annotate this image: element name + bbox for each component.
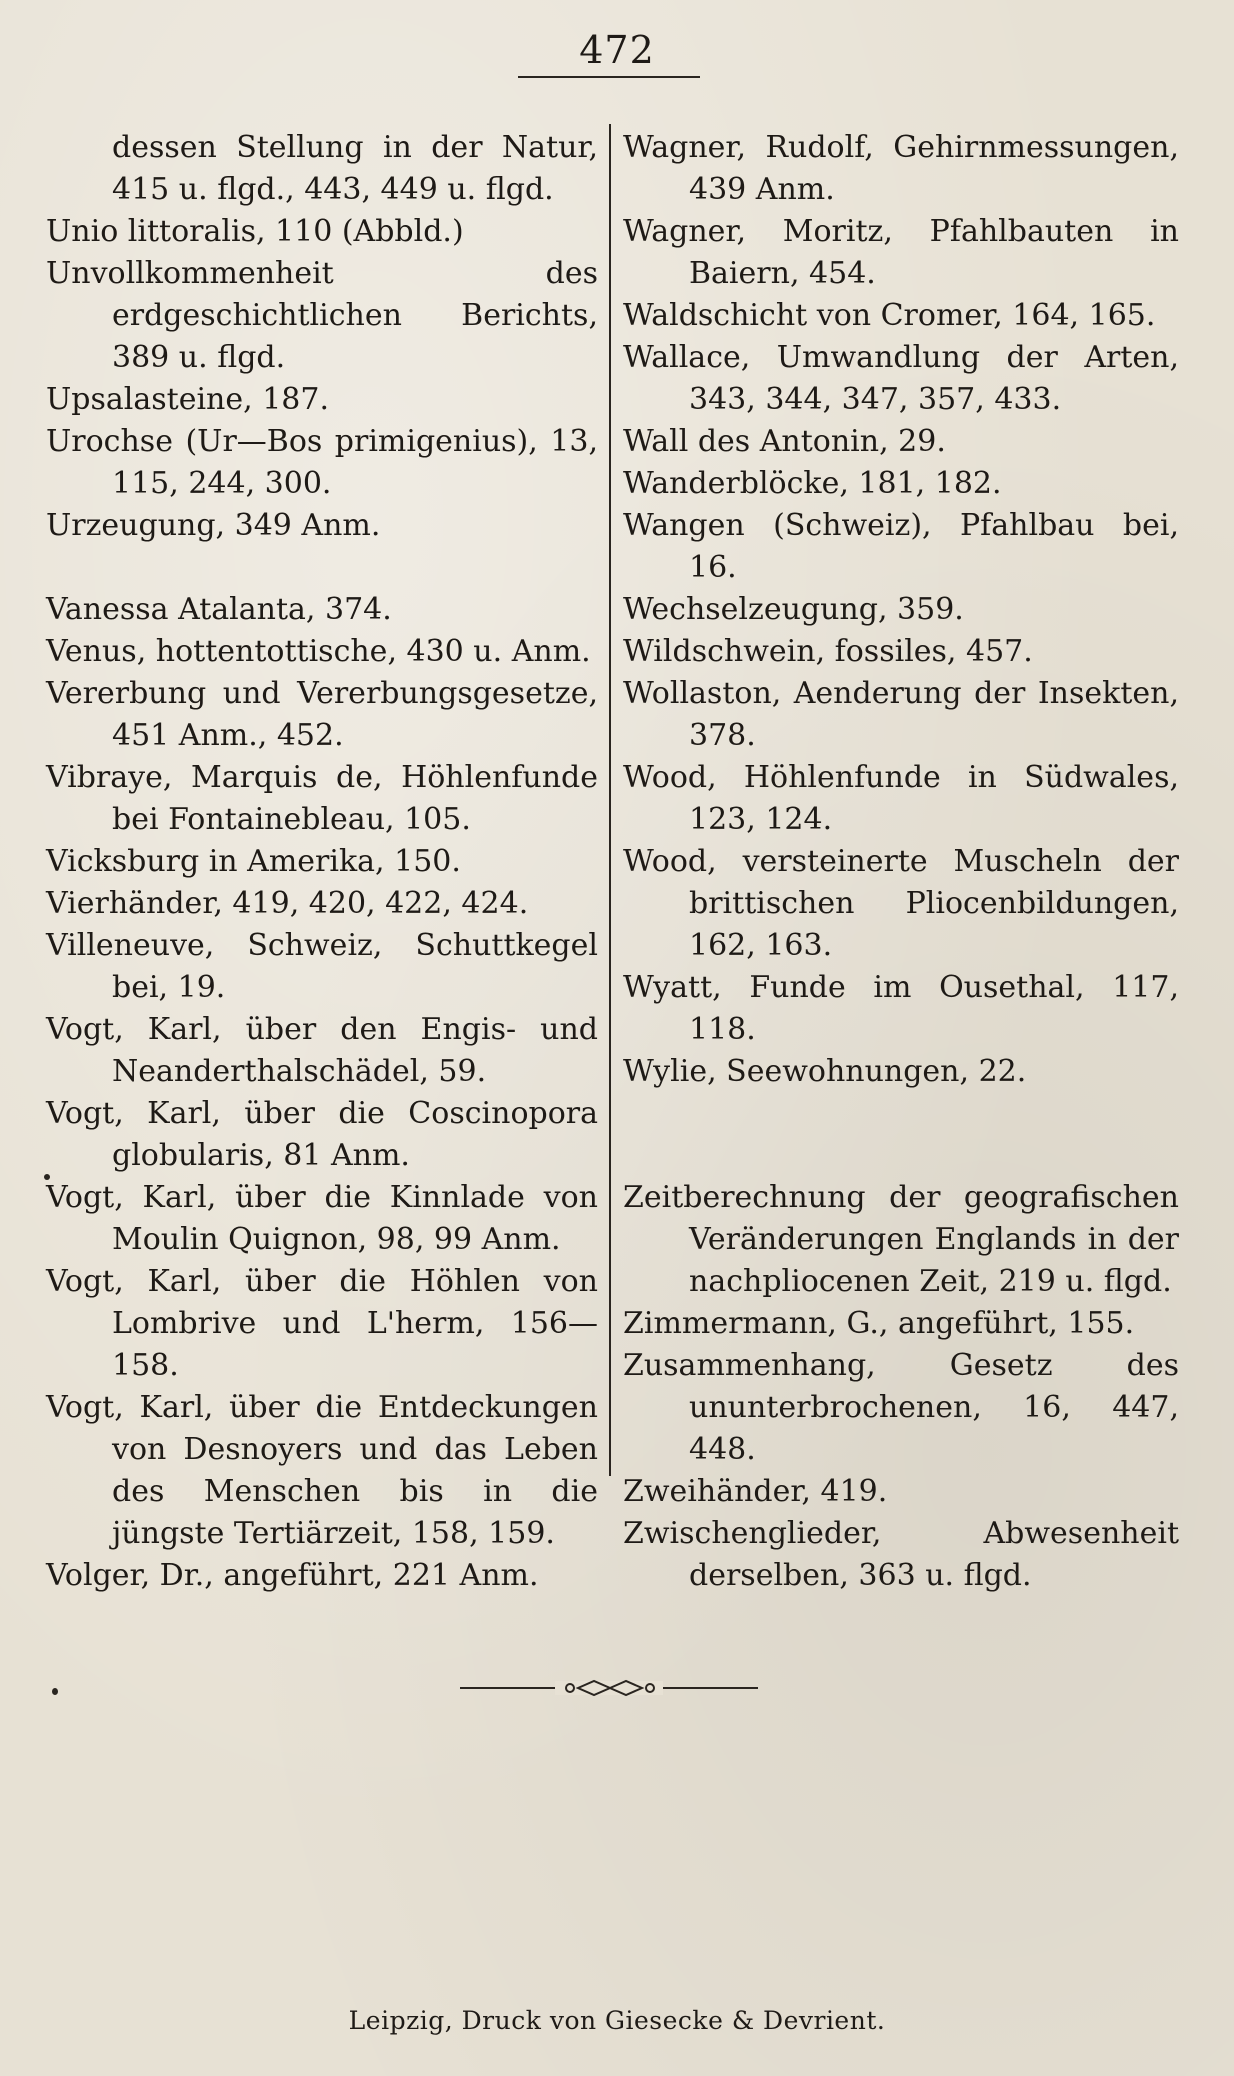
index-entry: Wildschwein, fossiles, 457. <box>623 634 1033 669</box>
index-entry: Vogt, Karl, über die Coscinopora globularis, 81 Anm. <box>46 1096 598 1173</box>
printer-imprint: Leipzig, Druck von Giesecke & Devrient. <box>348 2006 886 2035</box>
index-entry: Wollaston, Aenderung der Insekten, 378. <box>623 676 1179 753</box>
index-entry: Wood, versteinerte Muscheln der brittischen Pliocenbildungen, 162, 163. <box>623 844 1179 963</box>
index-entry: Zeitberechnung der geografischen Veränderungen Englands in der nachpliocenen Zeit, 219 u. flgd. <box>623 1180 1179 1299</box>
index-entry: Urzeugung, 349 Anm. <box>46 508 381 543</box>
index-entry: Unio littoralis, 110 (Abbld.) <box>46 214 464 249</box>
index-entry: Volger, Dr., angeführt, 221 Anm. <box>46 1558 539 1593</box>
entry-gap <box>623 1093 1179 1135</box>
entry-gap <box>623 1135 1179 1177</box>
index-entry: Vierhänder, 419, 420, 422, 424. <box>46 886 529 921</box>
index-entry: Wanderblöcke, 181, 182. <box>623 466 1002 501</box>
index-entry: Vicksburg in Amerika, 150. <box>46 844 461 879</box>
index-entry: Wall des Antonin, 29. <box>623 424 946 459</box>
ink-speck <box>52 1688 58 1695</box>
index-entry: Vogt, Karl, über den Engis- und Neanderthalschädel, 59. <box>46 1012 598 1089</box>
index-entry: Wagner, Rudolf, Gehirnmessungen, 439 Anm. <box>623 130 1179 207</box>
entry-gap <box>46 547 598 589</box>
index-entry: Vogt, Karl, über die Höhlen von Lombrive und L'herm, 156—158. <box>46 1264 598 1383</box>
index-entry-continuation: dessen Stellung in der Natur, 415 u. flgd., 443, 449 u. flgd. <box>112 130 598 207</box>
index-entry: Zusammenhang, Gesetz des ununterbrochenen, 16, 447, 448. <box>623 1348 1179 1467</box>
index-entry: Villeneuve, Schweiz, Schuttkegel bei, 19. <box>46 928 598 1005</box>
index-column-left <box>46 127 598 1597</box>
index-entry: Unvollkommenheit des erdgeschichtlichen Berichts, 389 u. flgd. <box>46 256 598 375</box>
index-entry: Zwischenglieder, Abwesenheit derselben, 363 u. flgd. <box>623 1516 1179 1593</box>
index-entry: Vibraye, Marquis de, Höhlenfunde bei Fontainebleau, 105. <box>46 760 598 837</box>
ink-speck <box>44 1174 50 1180</box>
index-entry: Wallace, Umwandlung der Arten, 343, 344, 347, 357, 433. <box>623 340 1179 417</box>
index-entry: Vogt, Karl, über die Kinnlade von Moulin Quignon, 98, 99 Anm. <box>46 1180 598 1257</box>
column-divider <box>609 124 611 1476</box>
index-entry: Zimmermann, G., angeführt, 155. <box>623 1306 1135 1341</box>
index-entry: Vanessa Atalanta, 374. <box>46 592 392 627</box>
index-entry: Upsalasteine, 187. <box>46 382 329 417</box>
ornament-divider <box>460 1675 758 1701</box>
index-entry: Wagner, Moritz, Pfahlbauten in Baiern, 454. <box>623 214 1179 291</box>
index-entry: Wylie, Seewohnungen, 22. <box>623 1054 1027 1089</box>
header-rule <box>518 76 700 78</box>
index-entry: Vererbung und Vererbungsgesetze, 451 Anm., 452. <box>46 676 598 753</box>
index-entry: Wyatt, Funde im Ousethal, 117, 118. <box>623 970 1179 1047</box>
index-column-right <box>623 127 1179 1597</box>
index-entry: Vogt, Karl, über die Entdeckungen von Desnoyers und das Leben des Menschen bis in die jüngste Tertiärzeit, 158, 159. <box>46 1390 598 1551</box>
index-entry: Waldschicht von Cromer, 164, 165. <box>623 298 1156 333</box>
index-entry: Wood, Höhlenfunde in Südwales, 123, 124. <box>623 760 1179 837</box>
index-entry: Venus, hottentottische, 430 u. Anm. <box>46 634 591 669</box>
index-entry: Urochse (Ur—Bos primigenius), 13, 115, 244, 300. <box>46 424 598 501</box>
index-entry: Wechselzeugung, 359. <box>623 592 964 627</box>
page-number: 472 <box>579 28 655 72</box>
index-entry: Wangen (Schweiz), Pfahlbau bei, 16. <box>623 508 1179 585</box>
index-entry: Zweihänder, 419. <box>623 1474 888 1509</box>
